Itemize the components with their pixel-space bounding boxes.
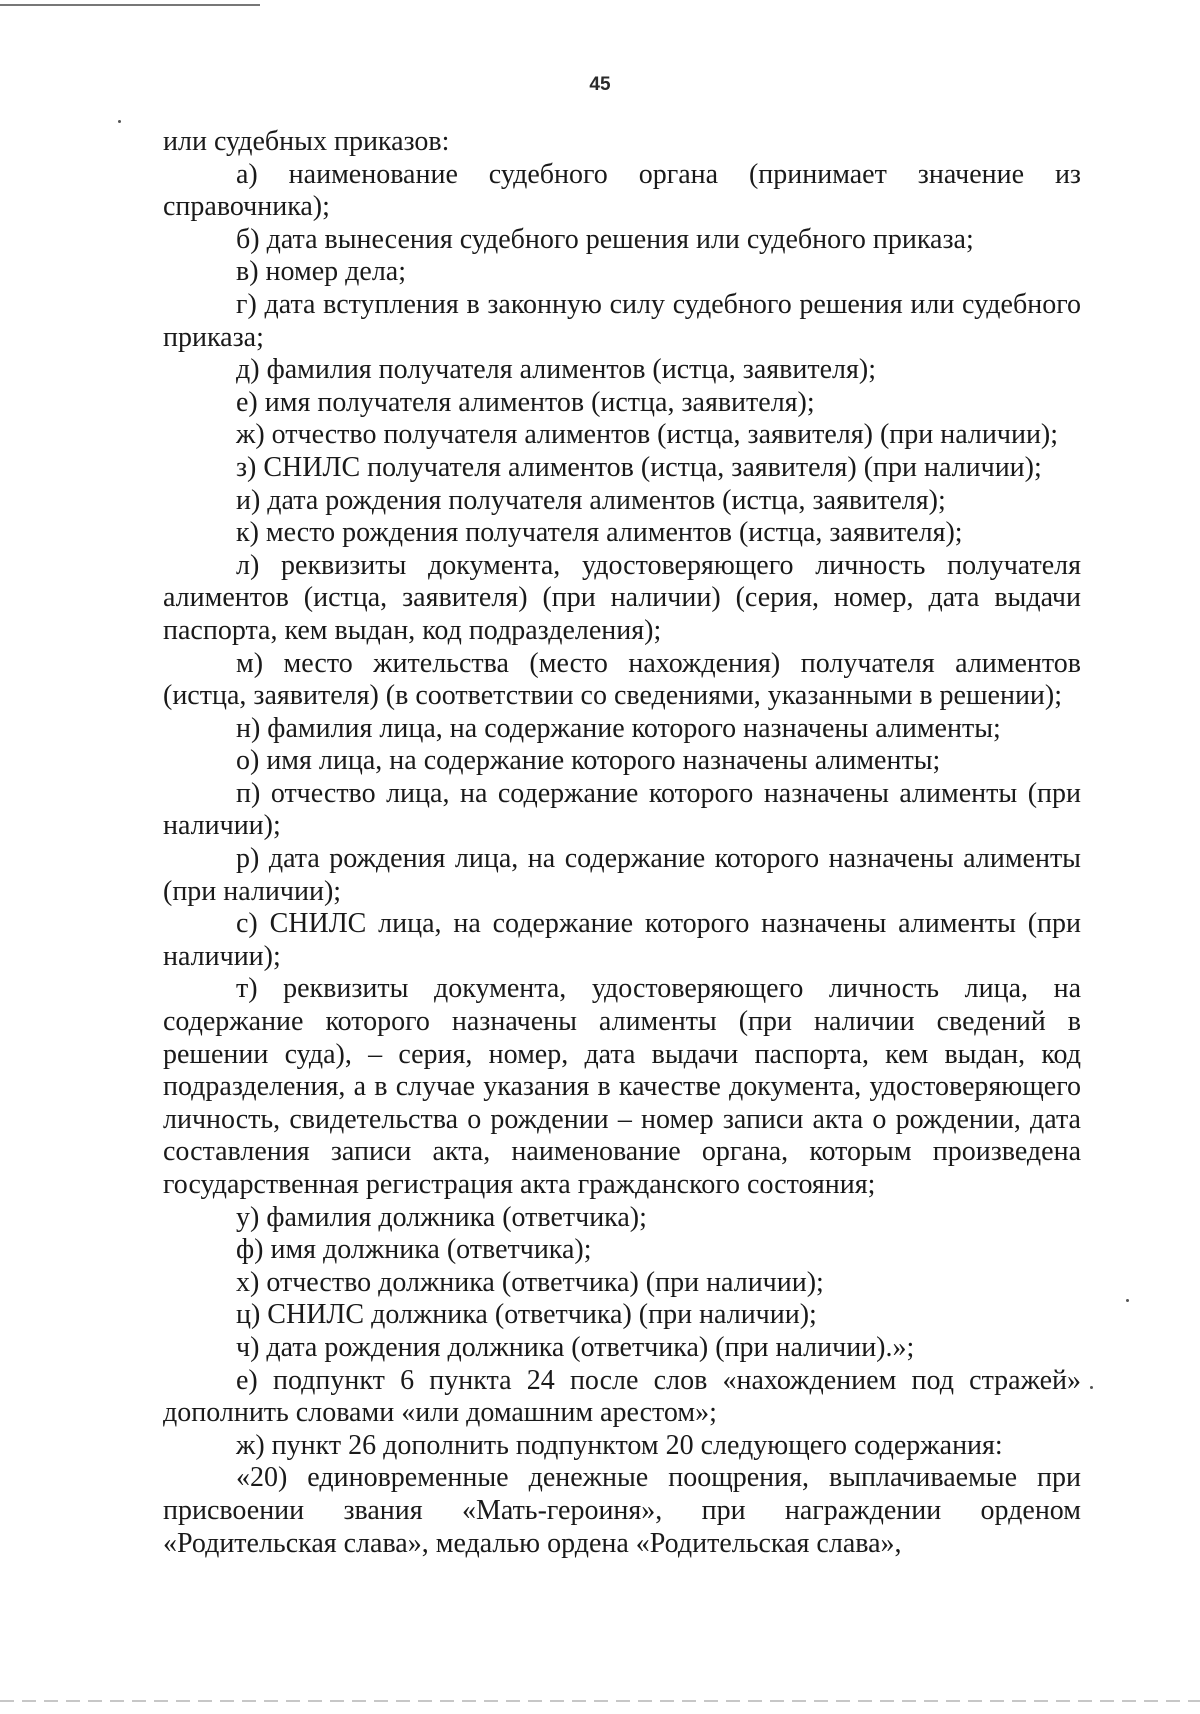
list-item-t: т) реквизиты документа, удостоверяющего личность лица, на содержание которого назначены алименты (при наличии сведений в решении суда), – серия, номер, дата выдачи паспорта, кем выдан, код подразделения, а в случае указания в качестве документа, удостоверяющего личность, свидетельства о рождении – номер записи акта о рождении, дата составления записи акта, наименование органа, которым произведена государственная регистрация акта гражданского состояния;: [163, 973, 1081, 1200]
list-item-p: п) отчество лица, на содержание которого назначены алименты (при наличии);: [163, 777, 1081, 842]
subitem-20: «20) единовременные денежные поощрения, выплачиваемые при присвоении звания «Мать-героиня», при награждении орденом «Родительская слава», медалью ордена «Родительская слава»,: [163, 1462, 1081, 1559]
document-body: [163, 126, 1081, 1560]
list-item-o: о) имя лица, на содержание которого назначены алименты;: [236, 745, 941, 777]
list-item-b: б) дата вынесения судебного решения или судебного приказа;: [236, 223, 974, 255]
scan-speck: [1090, 1386, 1093, 1389]
list-item-v: в) номер дела;: [236, 256, 406, 288]
amendment-zh: ж) пункт 26 дополнить подпунктом 20 следующего содержания:: [236, 1429, 1003, 1461]
list-item-f: ф) имя должника (ответчика);: [236, 1234, 592, 1266]
list-item-a: а) наименование судебного органа (принимает значение из справочника);: [163, 158, 1081, 223]
list-item-n: н) фамилия лица, на содержание которого назначены алименты;: [236, 712, 1001, 744]
scan-speck: [118, 120, 121, 123]
page-number: 45: [589, 74, 611, 95]
list-item-zh: ж) отчество получателя алиментов (истца, заявителя) (при наличии);: [236, 419, 1059, 451]
list-item-z: з) СНИЛС получателя алиментов (истца, заявителя) (при наличии);: [236, 451, 1042, 483]
list-item-m: м) место жительства (место нахождения) получателя алиментов (истца, заявителя) (в соответствии со сведениями, указанными в решении);: [163, 647, 1081, 712]
paragraph: или судебных приказов:: [163, 126, 450, 157]
list-item-ch: ч) дата рождения должника (ответчика) (при наличии).»;: [236, 1331, 915, 1363]
list-item-i: и) дата рождения получателя алиментов (истца, заявителя);: [236, 484, 946, 516]
list-item-ts: ц) СНИЛС должника (ответчика) (при наличии);: [236, 1299, 817, 1331]
scan-edge-bottom: [0, 1700, 1200, 1702]
list-item-u: у) фамилия должника (ответчика);: [236, 1201, 647, 1233]
list-item-l: л) реквизиты документа, удостоверяющего личность получателя алиментов (истца, заявителя) (при наличии) (серия, номер, дата выдачи паспорта, кем выдан, код подразделения);: [163, 549, 1081, 646]
list-item-e: е) имя получателя алиментов (истца, заявителя);: [236, 386, 815, 418]
list-item-kh: х) отчество должника (ответчика) (при наличии);: [236, 1266, 824, 1298]
list-item-d: д) фамилия получателя алиментов (истца, заявителя);: [236, 354, 876, 386]
scan-speck: [1126, 1299, 1129, 1302]
list-item-g: г) дата вступления в законную силу судебного решения или судебного приказа;: [163, 288, 1081, 353]
scan-edge-top: [0, 4, 260, 6]
amendment-e: е) подпункт 6 пункта 24 после слов «нахождением под стражей» дополнить словами «или домашним арестом»;: [163, 1364, 1081, 1429]
list-item-s: с) СНИЛС лица, на содержание которого назначены алименты (при наличии);: [163, 908, 1081, 972]
list-item-r: р) дата рождения лица, на содержание которого назначены алименты (при наличии);: [163, 843, 1081, 907]
list-item-k: к) место рождения получателя алиментов (истца, заявителя);: [236, 517, 963, 549]
